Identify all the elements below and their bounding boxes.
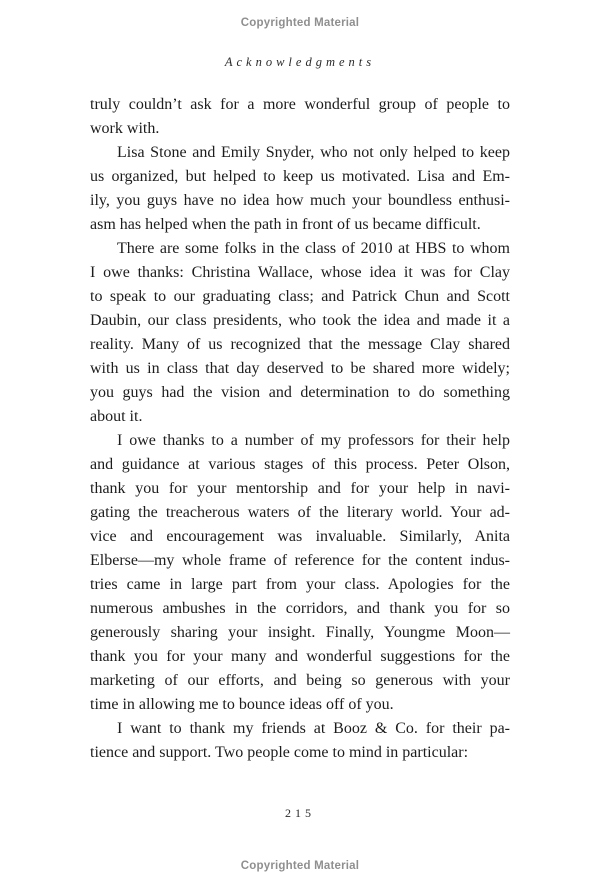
text-line: about it. xyxy=(90,408,143,425)
text-line: reality. Many of us recognized that the message Clay shared xyxy=(90,336,510,353)
body-text xyxy=(90,93,510,765)
text-line: marketing of our efforts, and being so generous with your xyxy=(90,672,510,689)
text-line: asm has helped when the path in front of us became difficult. xyxy=(90,216,481,233)
text-line: thank you for your many and wonderful suggestions for the xyxy=(90,648,510,665)
text-line: I owe thanks: Christina Wallace, whose idea it was for Clay xyxy=(90,264,510,281)
text-line: and guidance at various stages of this process. Peter Olson, xyxy=(90,456,510,473)
text-line: gating the treacherous waters of the literary world. Your ad- xyxy=(90,504,510,521)
text-line: tries came in large part from your class. Apologies for the xyxy=(90,576,510,593)
paragraph xyxy=(90,141,510,237)
paragraph xyxy=(90,429,510,717)
text-line: us organized, but helped to keep us motivated. Lisa and Em- xyxy=(90,168,510,185)
text-line: truly couldn’t ask for a more wonderful group of people to xyxy=(90,96,510,113)
copyright-notice-bottom: Copyrighted Material xyxy=(240,860,360,872)
text-line: to speak to our graduating class; and Patrick Chun and Scott xyxy=(90,288,510,305)
text-line: There are some folks in the class of 2010 at HBS to whom xyxy=(117,240,510,257)
copyright-notice-top: Copyrighted Material xyxy=(240,17,360,29)
text-line: numerous ambushes in the corridors, and thank you for so xyxy=(90,600,510,617)
text-line: Daubin, our class presidents, who took the idea and made it a xyxy=(90,312,510,329)
section-title: Acknowledgments xyxy=(224,55,376,69)
text-line: vice and encouragement was invaluable. Similarly, Anita xyxy=(90,528,510,545)
text-line: time in allowing me to bounce ideas off of you. xyxy=(90,696,394,713)
text-line: I owe thanks to a number of my professors for their help xyxy=(117,432,510,449)
page-number: 215 xyxy=(285,806,315,820)
text-line: generously sharing your insight. Finally, Youngme Moon— xyxy=(90,624,510,641)
text-line: thank you for your mentorship and for your help in navi- xyxy=(90,480,510,497)
paragraph xyxy=(90,93,510,141)
paragraph xyxy=(90,717,510,765)
text-line: you guys had the vision and determination to do something xyxy=(90,384,510,401)
text-line: ily, you guys have no idea how much your boundless enthusi- xyxy=(90,192,510,209)
text-line: work with. xyxy=(90,120,160,137)
text-line: Elberse—my whole frame of reference for the content indus- xyxy=(90,552,510,569)
paragraph xyxy=(90,237,510,429)
text-line: I want to thank my friends at Booz & Co. for their pa- xyxy=(117,720,510,737)
text-line: tience and support. Two people come to mind in particular: xyxy=(90,744,469,761)
text-line: with us in class that day deserved to be shared more widely; xyxy=(90,360,510,377)
text-line: Lisa Stone and Emily Snyder, who not only helped to keep xyxy=(117,144,510,161)
